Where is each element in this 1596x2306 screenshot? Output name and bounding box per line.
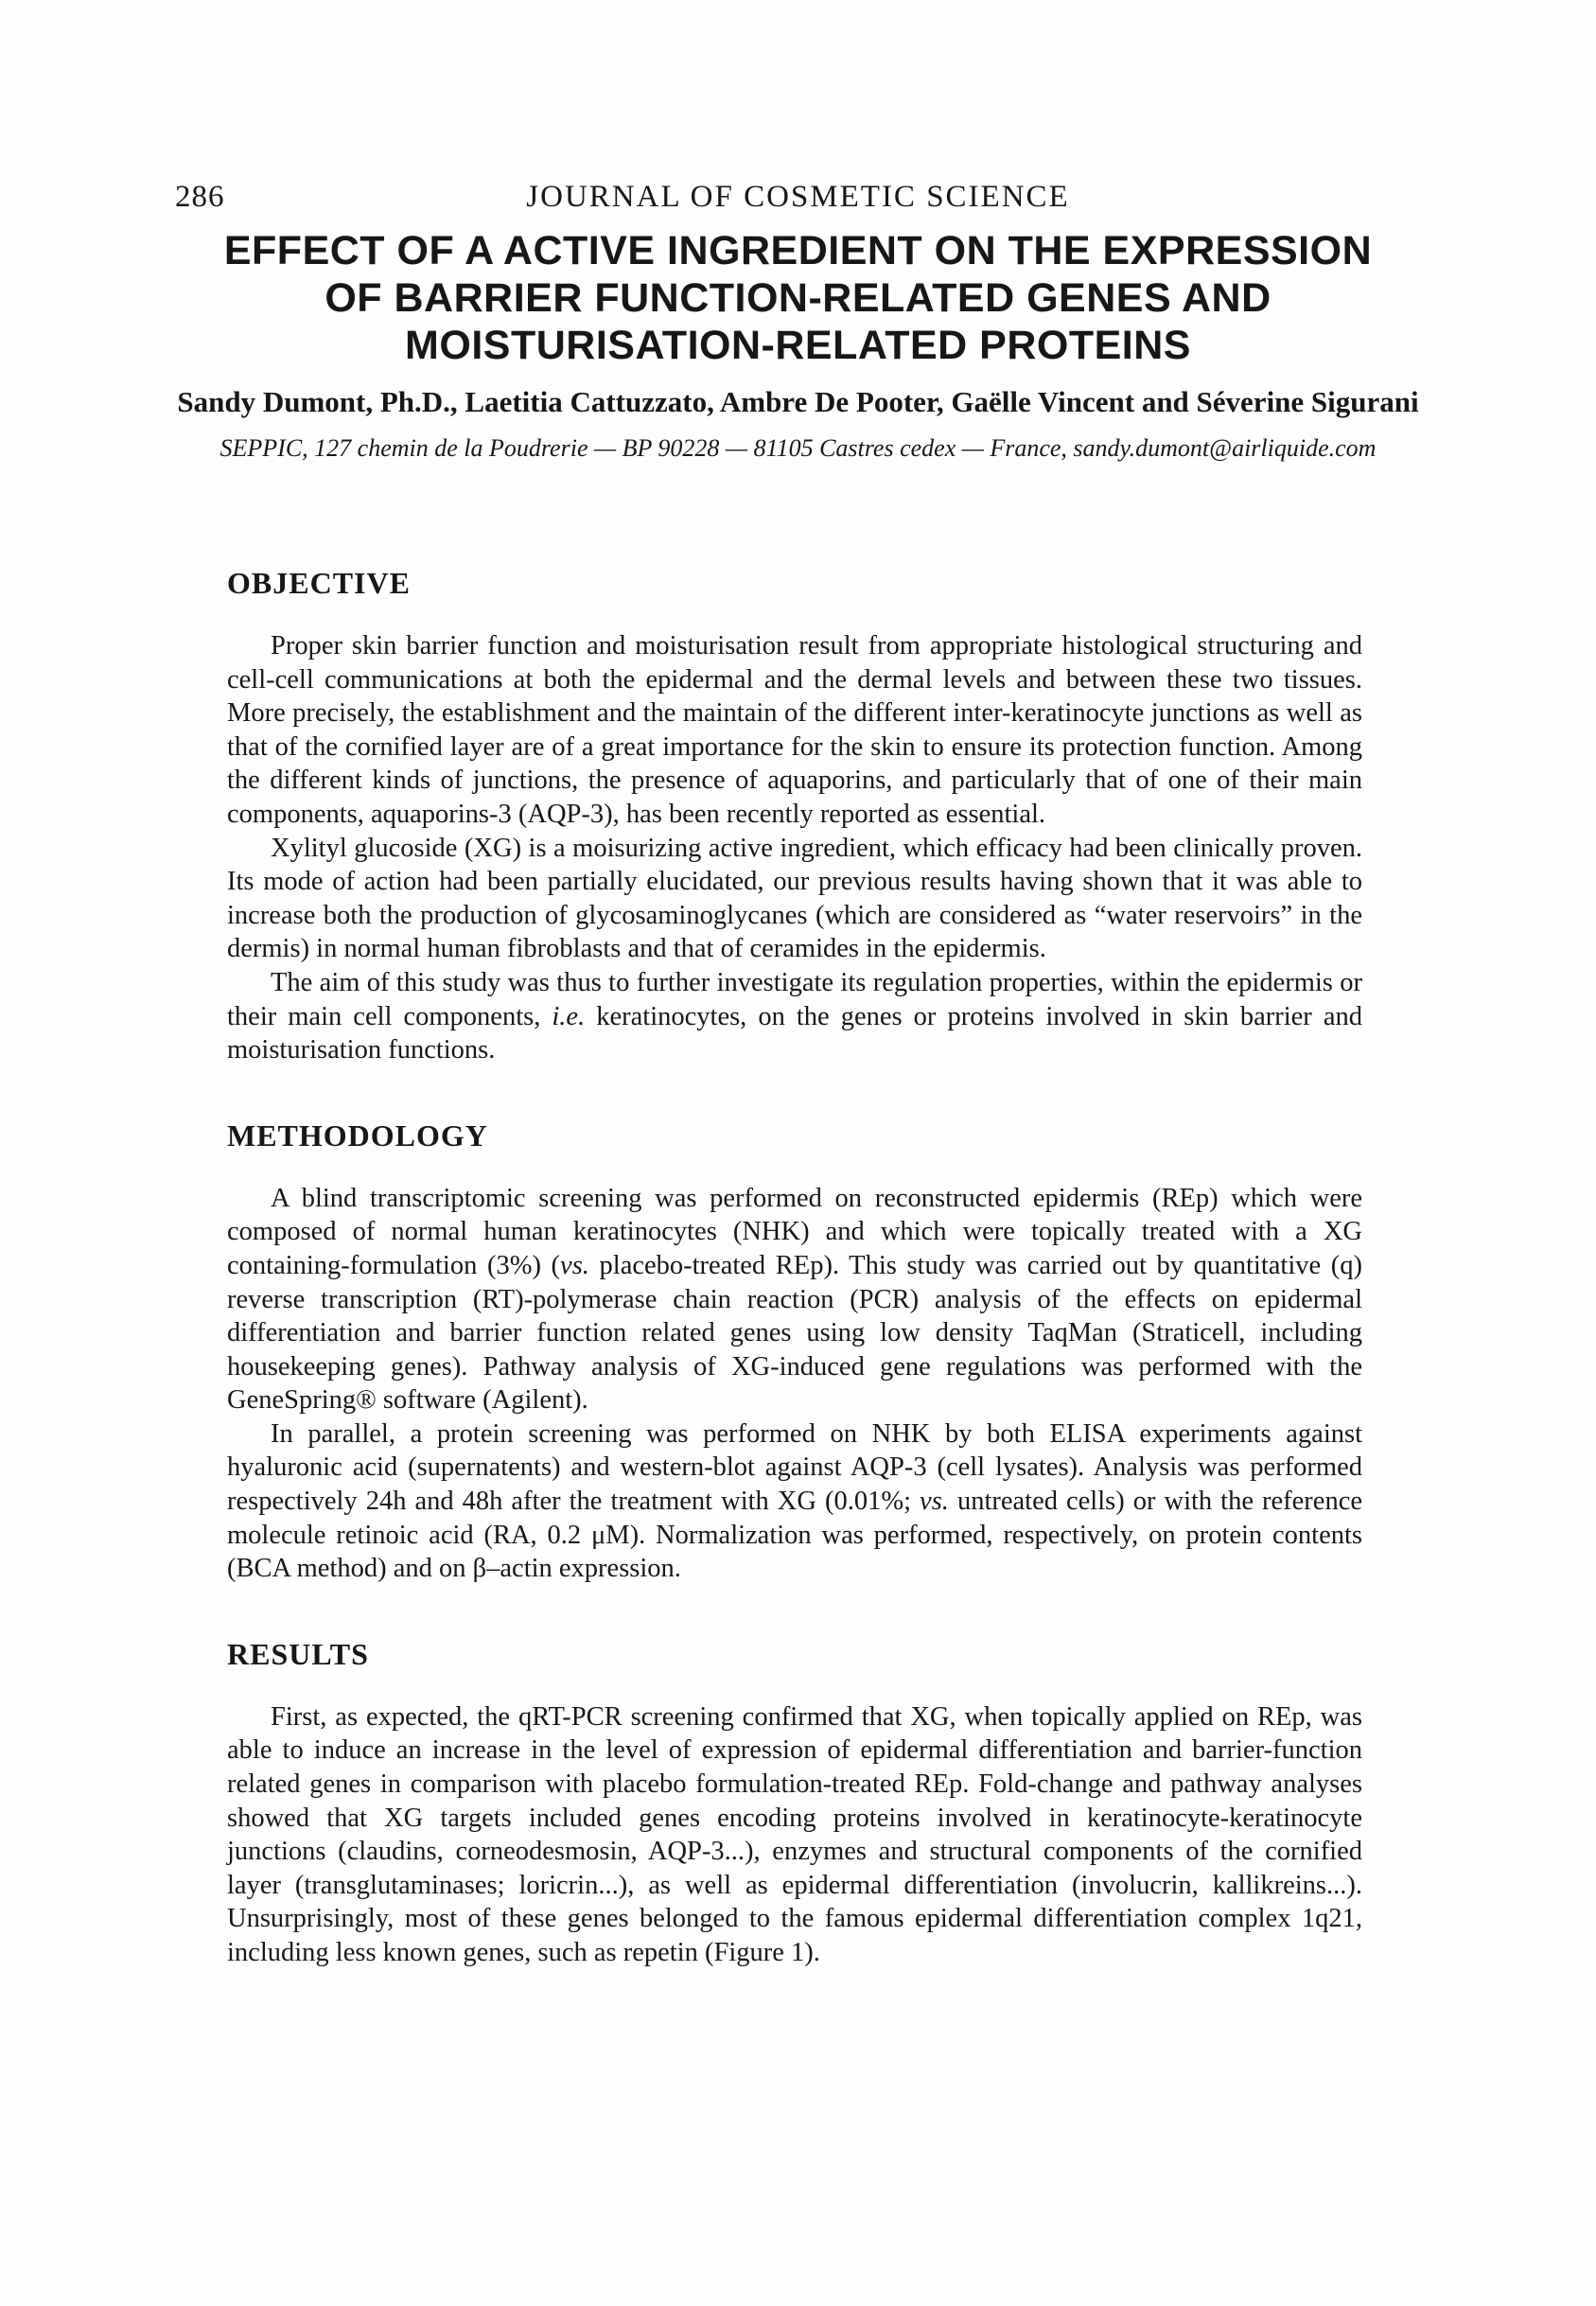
title-line: MOISTURISATION-RELATED PROTEINS	[405, 323, 1191, 368]
page-number: 286	[175, 180, 225, 214]
text-run: placebo-treated REp). This study was carried out by quantitative (q) reverse transcription (RT)-polymerase chain reaction (PCR) analysis of the effects on epidermal differentiation and barrier function related genes using low density TaqMan (Straticell, including housekeeping genes). Pathway analysis of XG-induced gene regulations was performed with the GeneSpring® software (Agilent).	[227, 1250, 1362, 1416]
text-run: In parallel, a protein screening was performed on NHK by both ELISA experiments against hyaluronic acid (supernatents) and western-blot against AQP-3 (cell lysates). Analysis was performed respectively 24h and 48h after the treatment with XG (0.01%;	[227, 1418, 1362, 1517]
italic-text-run: i.e.	[552, 1001, 586, 1031]
text-run: Xylityl glucoside (XG) is a moisurizing active ingredient, which efficacy had been clinically proven. Its mode of action had been partially elucidated, our previous results having shown that it was able to increase both the production of glycosaminoglycanes (which are considered as “water reservoirs” in the dermis) in normal human fibroblasts and that of ceramides in the epidermis.	[227, 833, 1362, 964]
title-line: EFFECT OF A ACTIVE INGREDIENT ON THE EXPRESSION	[223, 228, 1373, 273]
italic-text-run: vs.	[560, 1250, 589, 1280]
title-line: OF BARRIER FUNCTION-RELATED GENES AND	[324, 275, 1272, 321]
text-run: keratinocytes, on the genes or proteins involved in skin barrier and moisturisation functions.	[227, 1001, 1362, 1065]
section-heading: OBJECTIVE	[227, 566, 411, 600]
text-run: The aim of this study was thus to further investigate its regulation properties, within the epidermis or their main cell components,	[227, 967, 1362, 1031]
text-run: Proper skin barrier function and moisturisation result from appropriate histological structuring and cell-cell communications at both the epidermal and the dermal levels and between these two tissues. More precisely, the establishment and the maintain of the different inter-keratinocyte junctions as well as that of the cornified layer are of a great importance for the skin to ensure its protection function. Among the different kinds of junctions, the presence of aquaporins, and particularly that of one of their main components, aquaporins-3 (AQP-3), has been recently reported as essential.	[227, 631, 1362, 829]
page-header	[175, 180, 1421, 221]
article-title	[0, 227, 1596, 369]
text-run: untreated cells) or with the reference molecule retinoic acid (RA, 0.2 μM). Normalization was performed, respectively, on protein contents (BCA method) and on β–actin expression.	[227, 1487, 1362, 1584]
paragraph	[227, 1700, 1362, 1970]
italic-text-run: vs.	[920, 1487, 949, 1517]
running-head: JOURNAL OF COSMETIC SCIENCE	[526, 180, 1070, 214]
text-run: A blind transcriptomic screening was performed on reconstructed epidermis (REp) which were composed of normal human keratinocytes (NHK) and which were topically treated with a XG containing-formulation (3%) (	[227, 1183, 1362, 1280]
text-run: First, as expected, the qRT-PCR screening confirmed that XG, when topically applied on REp, was able to induce an increase in the level of expression of epidermal differentiation and barrier-function related genes in comparison with placebo formulation-treated REp. Fold-change and pathway analyses showed that XG targets included genes encoding proteins involved in keratinocyte-keratinocyte junctions (claudins, corneodesmosin, AQP-3...), enzymes and structural components of the cornified layer (transglutaminases; loricrin...), as well as epidermal differentiation (involucrin, kallikreins...). Unsurprisingly, most of these genes belonged to the famous epidermal differentiation complex 1q21, including less known genes, such as repetin (Figure 1).	[227, 1701, 1362, 1967]
paragraph	[227, 1182, 1362, 1417]
paragraph	[227, 629, 1362, 832]
paragraph	[227, 832, 1362, 966]
paragraph	[227, 1417, 1362, 1586]
article-body	[227, 566, 1362, 1970]
section-heading: RESULTS	[227, 1636, 369, 1671]
paragraph	[227, 966, 1362, 1067]
authors-line: Sandy Dumont, Ph.D., Laetitia Cattuzzato, Ambre De Pooter, Gaëlle Vincent and Séverine Sigurani	[177, 385, 1419, 418]
section-heading: METHODOLOGY	[227, 1118, 488, 1153]
affiliation-line: SEPPIC, 127 chemin de la Poudrerie — BP 90228 — 81105 Castres cedex — France, sandy.dumont@airliquide.com	[219, 434, 1377, 462]
